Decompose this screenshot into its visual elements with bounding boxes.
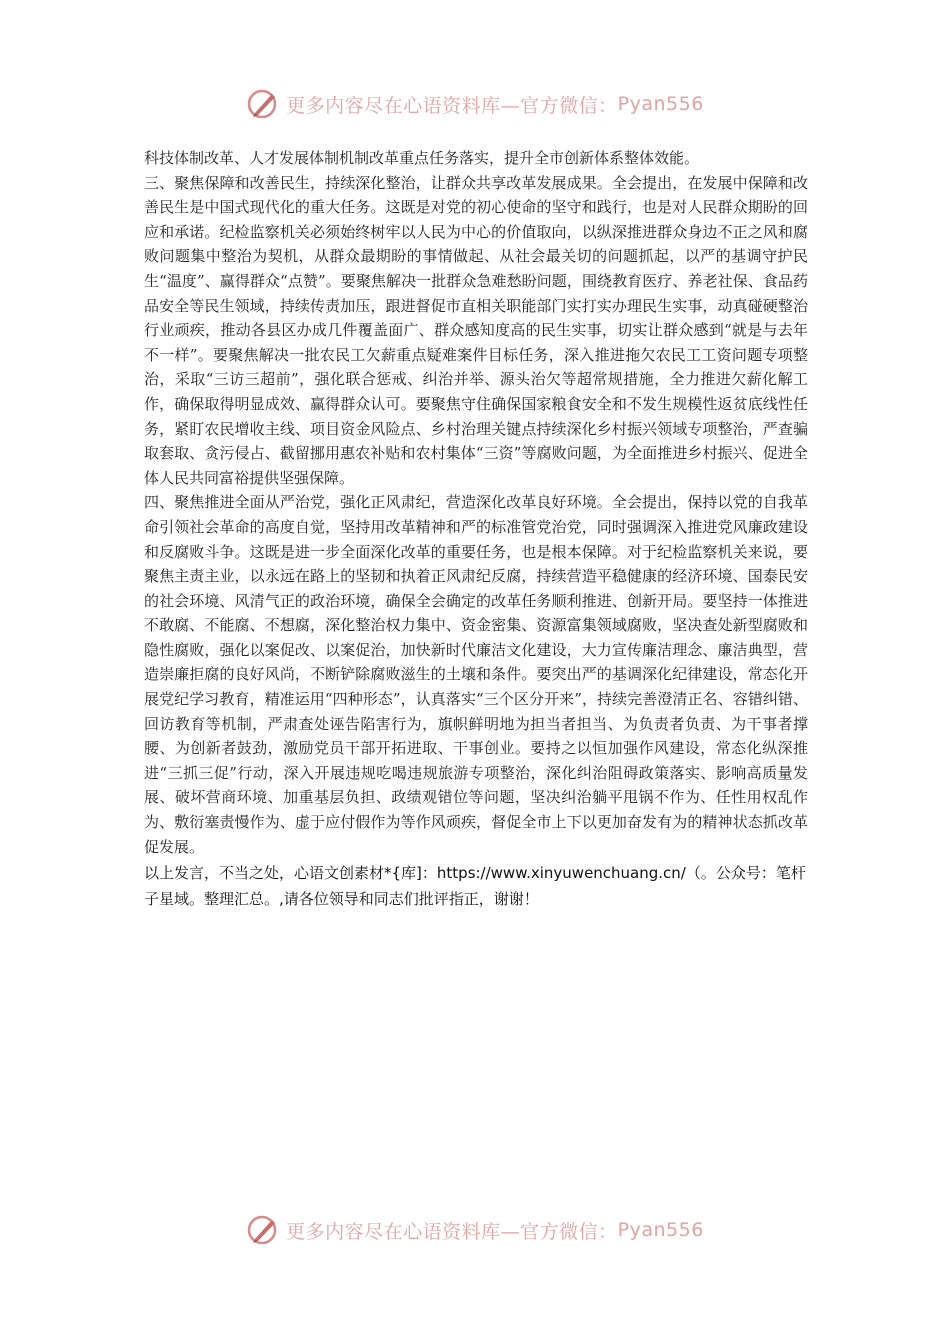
watermark-text: 更多内容尽在心语资料库—官方微信： — [286, 1220, 618, 1243]
header-watermark — [0, 84, 950, 124]
paragraph-section-three: 三、聚焦保障和改善民生，持续深化整治，让群众共享改革发展成果。全会提出，在发展中保障和改善民生是中国式现代化的重大任务。这既是对党的初心使命的坚守和践行，也是对人民群众期盼的回应和承诺。纪检监察机关必须始终树牢以人民为中心的价值取向，以纵深推进群众身边不正之风和腐败问题集中整治为契机，从群众最期盼的事情做起、从社会最关切的问题抓起，以严的基调守护民生“温度”、赢得群众“点赞”。要聚焦解决一批群众急难愁盼问题，围绕教育医疗、养老社保、食品药品安全等民生领域，持续传责加压，跟进督促市直相关职能部门实打实办理民生实事，动真碰硬整治行业顽疾，推动各县区办成几件覆盖面广、群众感知度高的民生实事，切实让群众感到“就是与去年不一样”。要聚焦解决一批农民工欠薪重点疑难案件目标任务，深入推进拖欠农民工工资问题专项整治，采取“三访三超前”，强化联合惩戒、纠治并举、源头治欠等超常规措施，全力推进欠薪化解工作，确保取得明显成效、赢得群众认可。要聚焦守住确保国家粮食安全和不发生规模性返贫底线性任务，紧盯农民增收主线、项目资金风险点、乡村治理关键点持续深化乡村振兴领域专项整治，严查骗取套取、贪污侵占、截留挪用惠农补贴和农村集体“三资”等腐败问题，为全面推进乡村振兴、促进全体人民共同富裕提供坚强保障。 — [144, 173, 808, 487]
watermark-text: 更多内容尽在心语资料库—官方微信： — [286, 94, 618, 117]
watermark-wechat-id: Pyan556 — [617, 1219, 704, 1241]
pen-circle-logo-icon — [246, 87, 280, 121]
closing-remark: 以上发言，不当之处，心语文创素材*{库]：https://www.xinyuwenchuang.cn/（。公众号：笔杆子星域。整理汇总。,请各位领导和同志们批评指正，谢谢！ — [144, 864, 806, 908]
paragraph-section-four: 四、聚焦推进全面从严治党，强化正风肃纪，营造深化改革良好环境。全会提出，保持以党的自我革命引领社会革命的高度自觉，坚持用改革精神和严的标准管党治党，同时强调深入推进党风廉政建设和反腐败斗争。这既是进一步全面深化改革的重要任务，也是根本保障。对于纪检监察机关来说，要聚焦主责主业，以永远在路上的坚韧和执着正风肃纪反腐，持续营造平稳健康的经济环境、国泰民安的社会环境、风清气正的政治环境，确保全会确定的改革任务顺利推进、创新开局。要坚持一体推进不敢腐、不能腐、不想腐，深化整治权力集中、资金密集、资源富集领域腐败，坚决查处新型腐败和隐性腐败，强化以案促改、以案促治，加快新时代廉洁文化建设，大力宣传廉洁理念、廉洁典型，营造崇廉拒腐的良好风尚，不断铲除腐败滋生的土壤和条件。要突出严的基调深化纪律建设，常态化开展党纪学习教育，精准运用“四种形态”，认真落实“三个区分开来”，持续完善澄清正名、容错纠错、回访教育等机制，严肃查处诬告陷害行为，旗帜鲜明地为担当者担当、为负责者负责、为干事者撑腰、为创新者鼓劲，激励党员干部开拓进取、干事创业。要持之以恒加强作风建设，常态化纵深推进“三抓三促”行动，深入开展违规吃喝违规旅游专项整治，深化纠治阻碍政策落实、影响高质量发展、破坏营商环境、加重基层负担、政绩观错位等问题，坚决纠治躺平甩锅不作为、任性用权乱作为、敷衍塞责慢作为、虚于应付假作为等作风顽疾，督促全市上下以更加奋发有为的精神状态抓改革促发展。 — [144, 493, 808, 856]
footer-watermark — [0, 1210, 950, 1250]
paragraph-continuation: 科技体制改革、人才发展体制机制改革重点任务落实，提升全市创新体系整体效能。 — [144, 149, 700, 167]
watermark-wechat-id: Pyan556 — [617, 93, 704, 115]
pen-circle-logo-icon — [246, 1213, 280, 1247]
document-body — [144, 146, 808, 912]
